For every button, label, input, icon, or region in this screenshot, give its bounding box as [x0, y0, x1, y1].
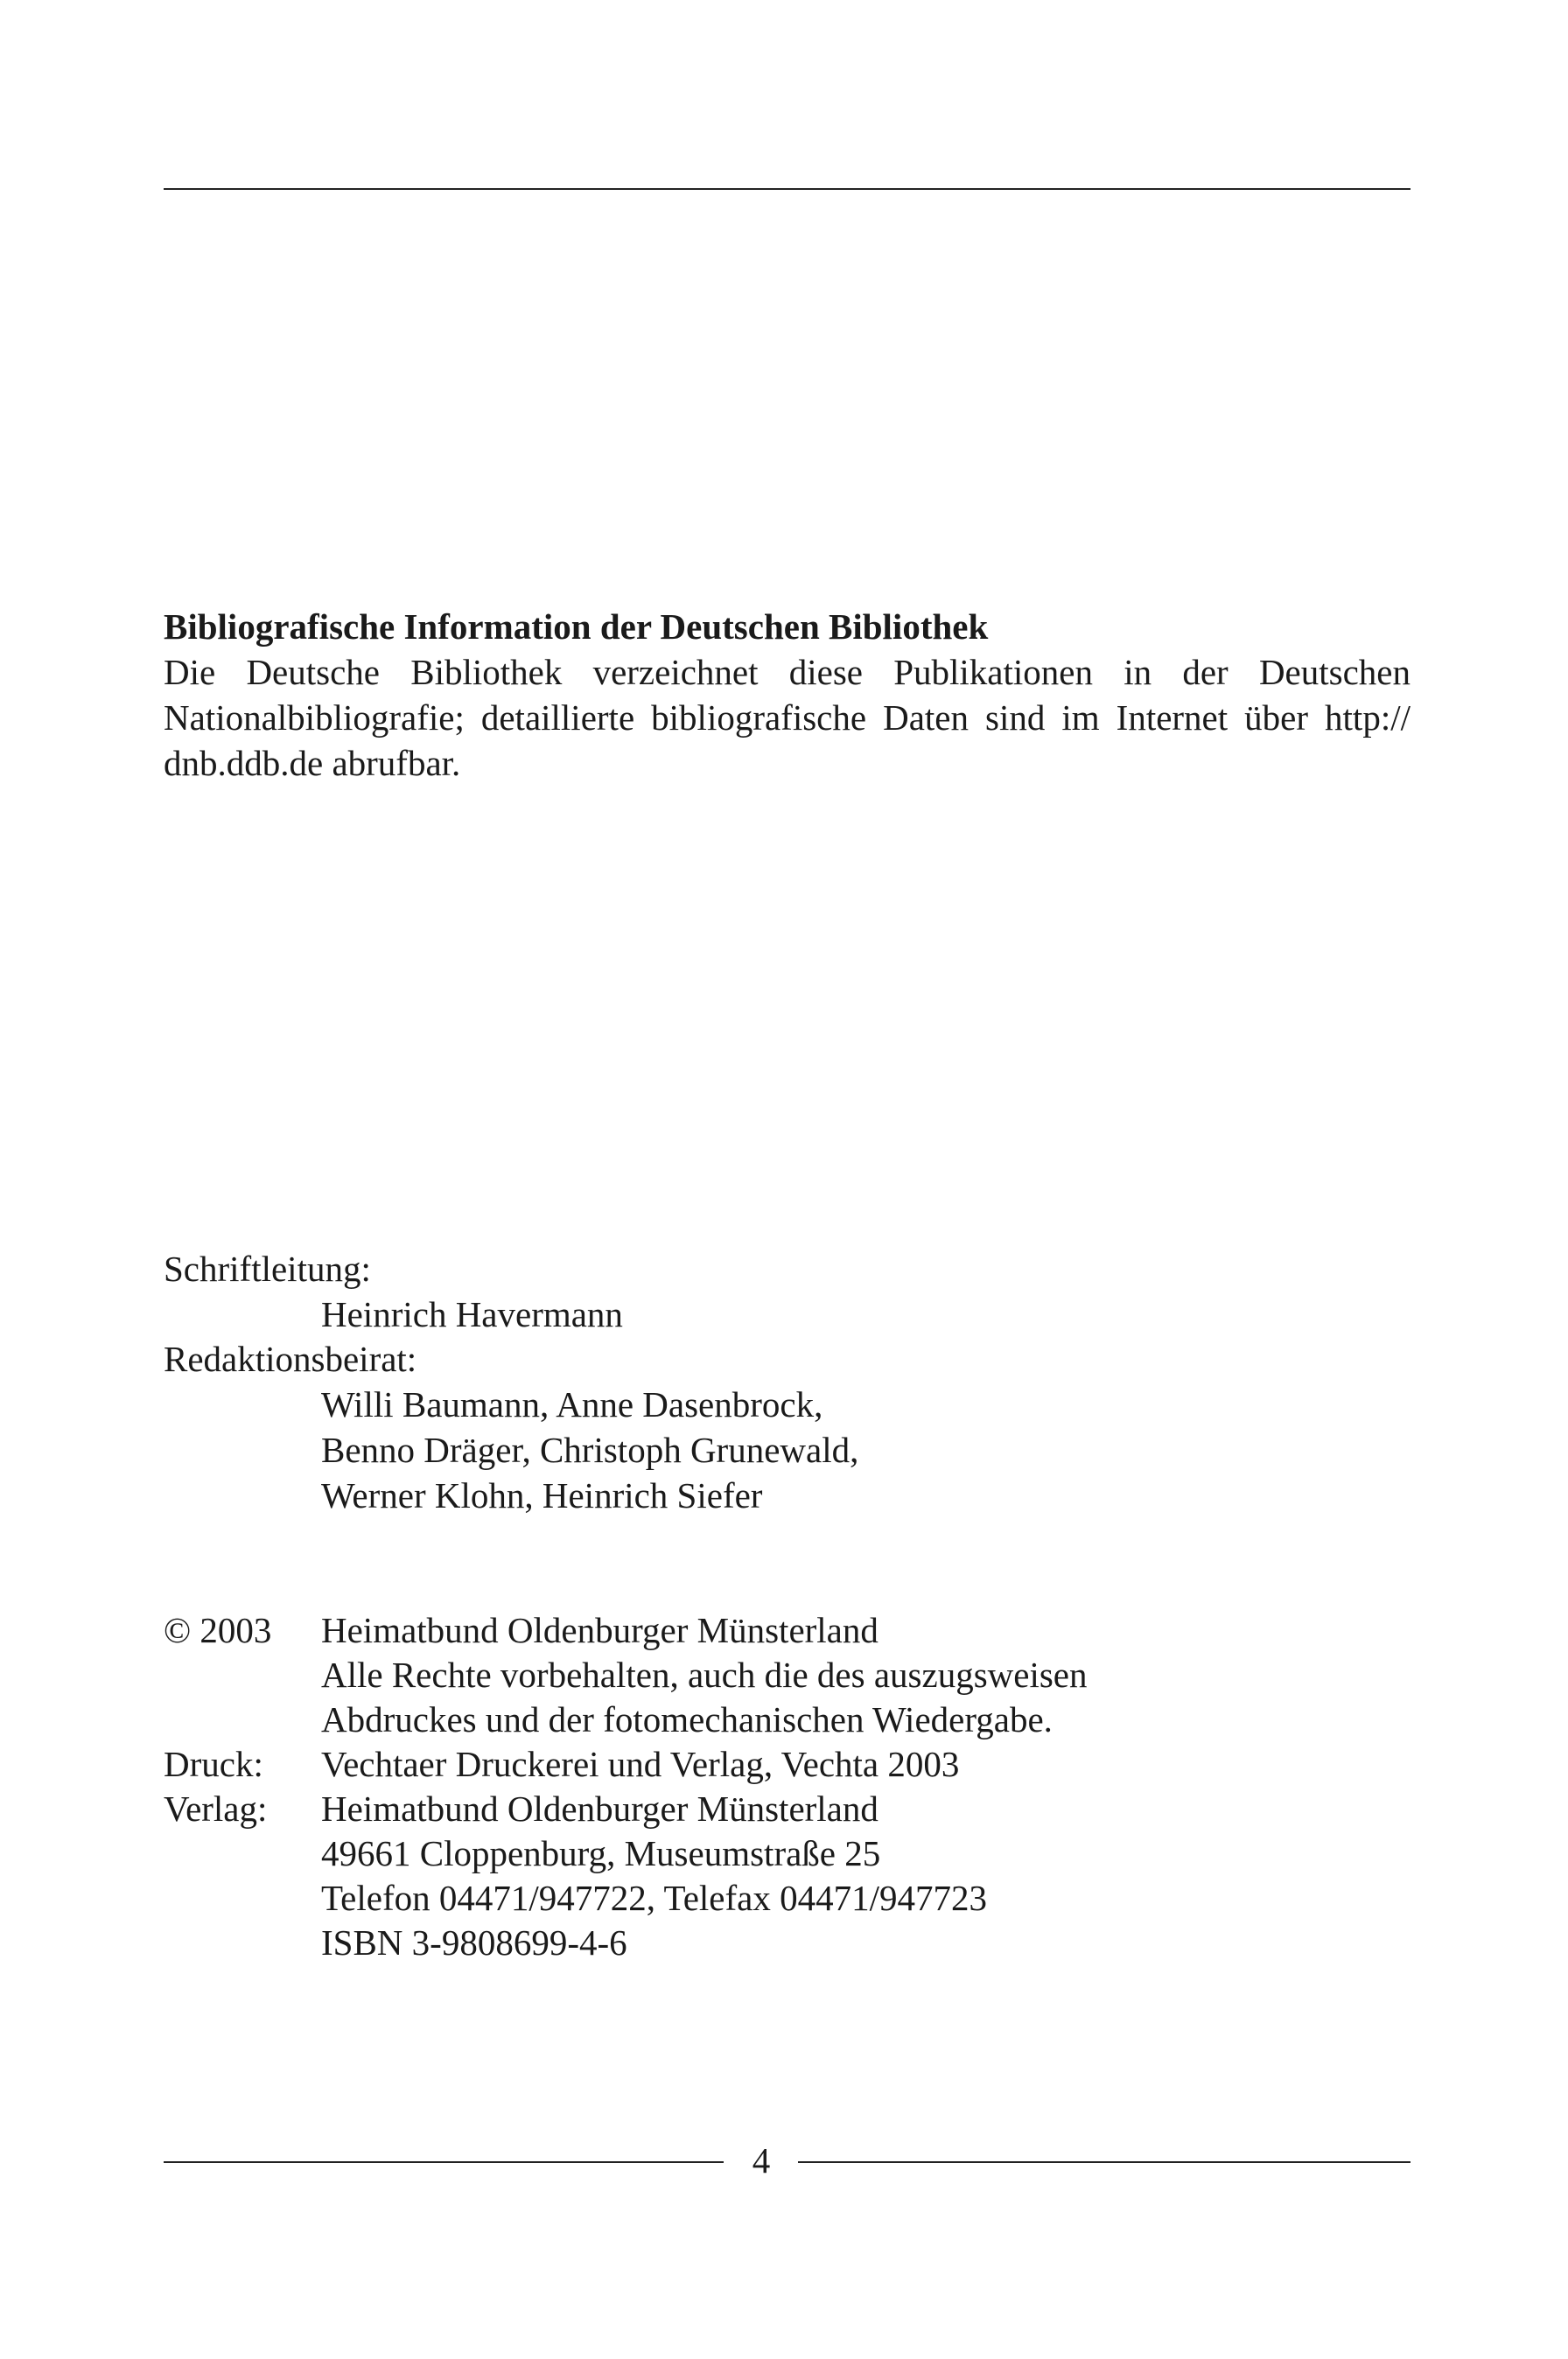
advisory-board-line: Willi Baumann, Anne Dasenbrock, — [321, 1384, 823, 1424]
bottom-rule-left — [164, 2161, 724, 2163]
copyright-line: Heimatbund Oldenburger Münsterland — [321, 1610, 878, 1650]
copyright-label: © 2003 — [164, 1610, 272, 1650]
publisher-row — [164, 1787, 1410, 1965]
advisory-board-label: Redaktionsbeirat: — [164, 1339, 417, 1379]
copyright-row — [164, 1608, 1410, 1742]
editor-name: Heinrich Havermann — [321, 1294, 623, 1334]
publisher-line: Heimatbund Oldenburger Münsterland — [321, 1788, 878, 1829]
editor-block — [164, 1246, 1410, 1337]
editor-label: Schriftleitung: — [164, 1249, 371, 1289]
copyright-line: Abdruckes und der fotomechanischen Wiedergabe. — [321, 1699, 1053, 1740]
page-number: 4 — [752, 2140, 771, 2180]
publisher-line: 49661 Cloppenburg, Museumstraße 25 — [321, 1833, 881, 1873]
print-row — [164, 1742, 1410, 1787]
advisory-board-block — [164, 1336, 1410, 1518]
copyright-line: Alle Rechte vorbehalten, auch die des auszugsweisen — [321, 1655, 1088, 1695]
bibliographic-text: Die Deutsche Bibliothek verzeichnet diese Publikationen in der Deutschen Nationalbibliografie; detaillierte bibliografische Daten sind im Internet über http:// dnb.ddb.de abrufbar. — [164, 652, 1410, 783]
credits-block — [164, 1608, 1410, 1965]
advisory-board-line: Benno Dräger, Christoph Grunewald, — [321, 1430, 859, 1470]
print-label: Druck: — [164, 1744, 263, 1784]
bibliographic-title: Bibliografische Information der Deutschen Bibliothek — [164, 606, 989, 647]
bibliographic-info — [164, 604, 1410, 786]
publisher-label: Verlag: — [164, 1788, 268, 1829]
top-rule — [164, 188, 1410, 190]
bottom-rule-right — [798, 2161, 1410, 2163]
publisher-line: Telefon 04471/947722, Telefax 04471/947723 — [321, 1878, 987, 1918]
print-line: Vechtaer Druckerei und Verlag, Vechta 2003 — [321, 1744, 960, 1784]
advisory-board-line: Werner Klohn, Heinrich Siefer — [321, 1475, 763, 1516]
publisher-isbn: ISBN 3-9808699-4-6 — [321, 1922, 627, 1963]
